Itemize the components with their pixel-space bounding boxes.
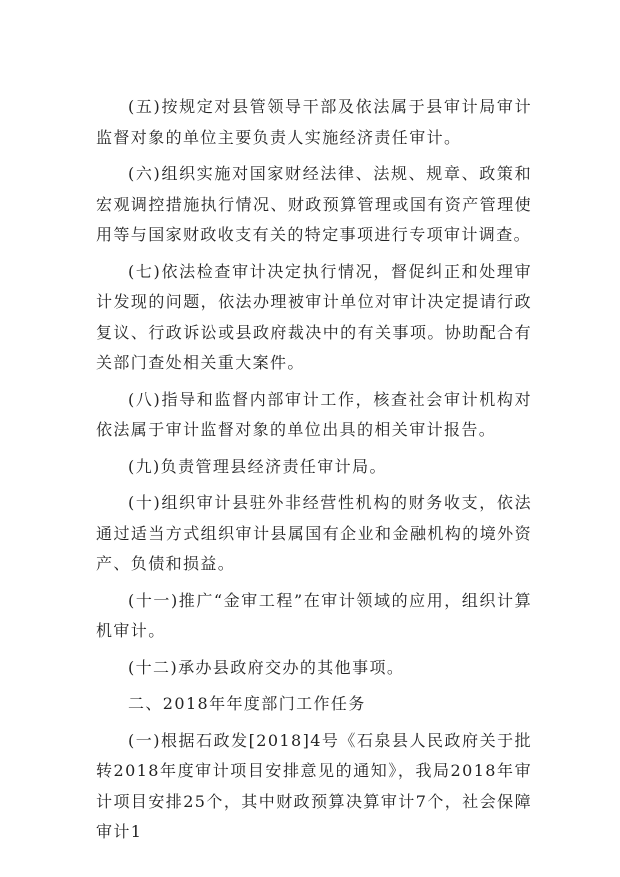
paragraph-item-12: (十二)承办县政府交办的其他事项。 — [128, 657, 405, 677]
paragraph-item-6: (六)组织实施对国家财经法律、法规、规章、政策和宏观调控措施执行情况、财政预算管理或国有资产管理使用等与国家财政收支有关的特定事项进行专项审计调查。 — [96, 164, 532, 244]
section-heading: 二、2018年年度部门工作任务 — [128, 694, 366, 713]
paragraph-item-10: (十)组织审计县驻外非经营性机构的财务收支，依法通过适当方式组织审计县属国有企业和金融机构的境外资产、负债和损益。 — [96, 493, 532, 573]
document-body — [96, 92, 532, 854]
paragraph-item-11: (十一)推广“金审工程”在审计领域的应用，组织计算机审计。 — [96, 590, 532, 640]
paragraph-item-8: (八)指导和监督内部审计工作，核查社会审计机构对依法属于审计监督对象的单位出具的相关审计报告。 — [96, 389, 532, 439]
paragraph-task-1: (一)根据石政发[2018]4号《石泉县人民政府关于批转2018年度审计项目安排意见的通知》，我局2018年审计项目安排25个，其中财政预算决算审计7个，社会保障审计1 — [96, 730, 532, 841]
paragraph-item-7: (七)依法检查审计决定执行情况，督促纠正和处理审计发现的问题，依法办理被审计单位对审计决定提请行政复议、行政诉讼或县政府裁决中的有关事项。协助配合有关部门查处相关重大案件。 — [96, 261, 532, 372]
paragraph-item-9: (九)负责管理县经济责任审计局。 — [128, 456, 387, 476]
paragraph-item-5: (五)按规定对县管领导干部及依法属于县审计局审计监督对象的单位主要负责人实施经济责任审计。 — [96, 97, 532, 147]
